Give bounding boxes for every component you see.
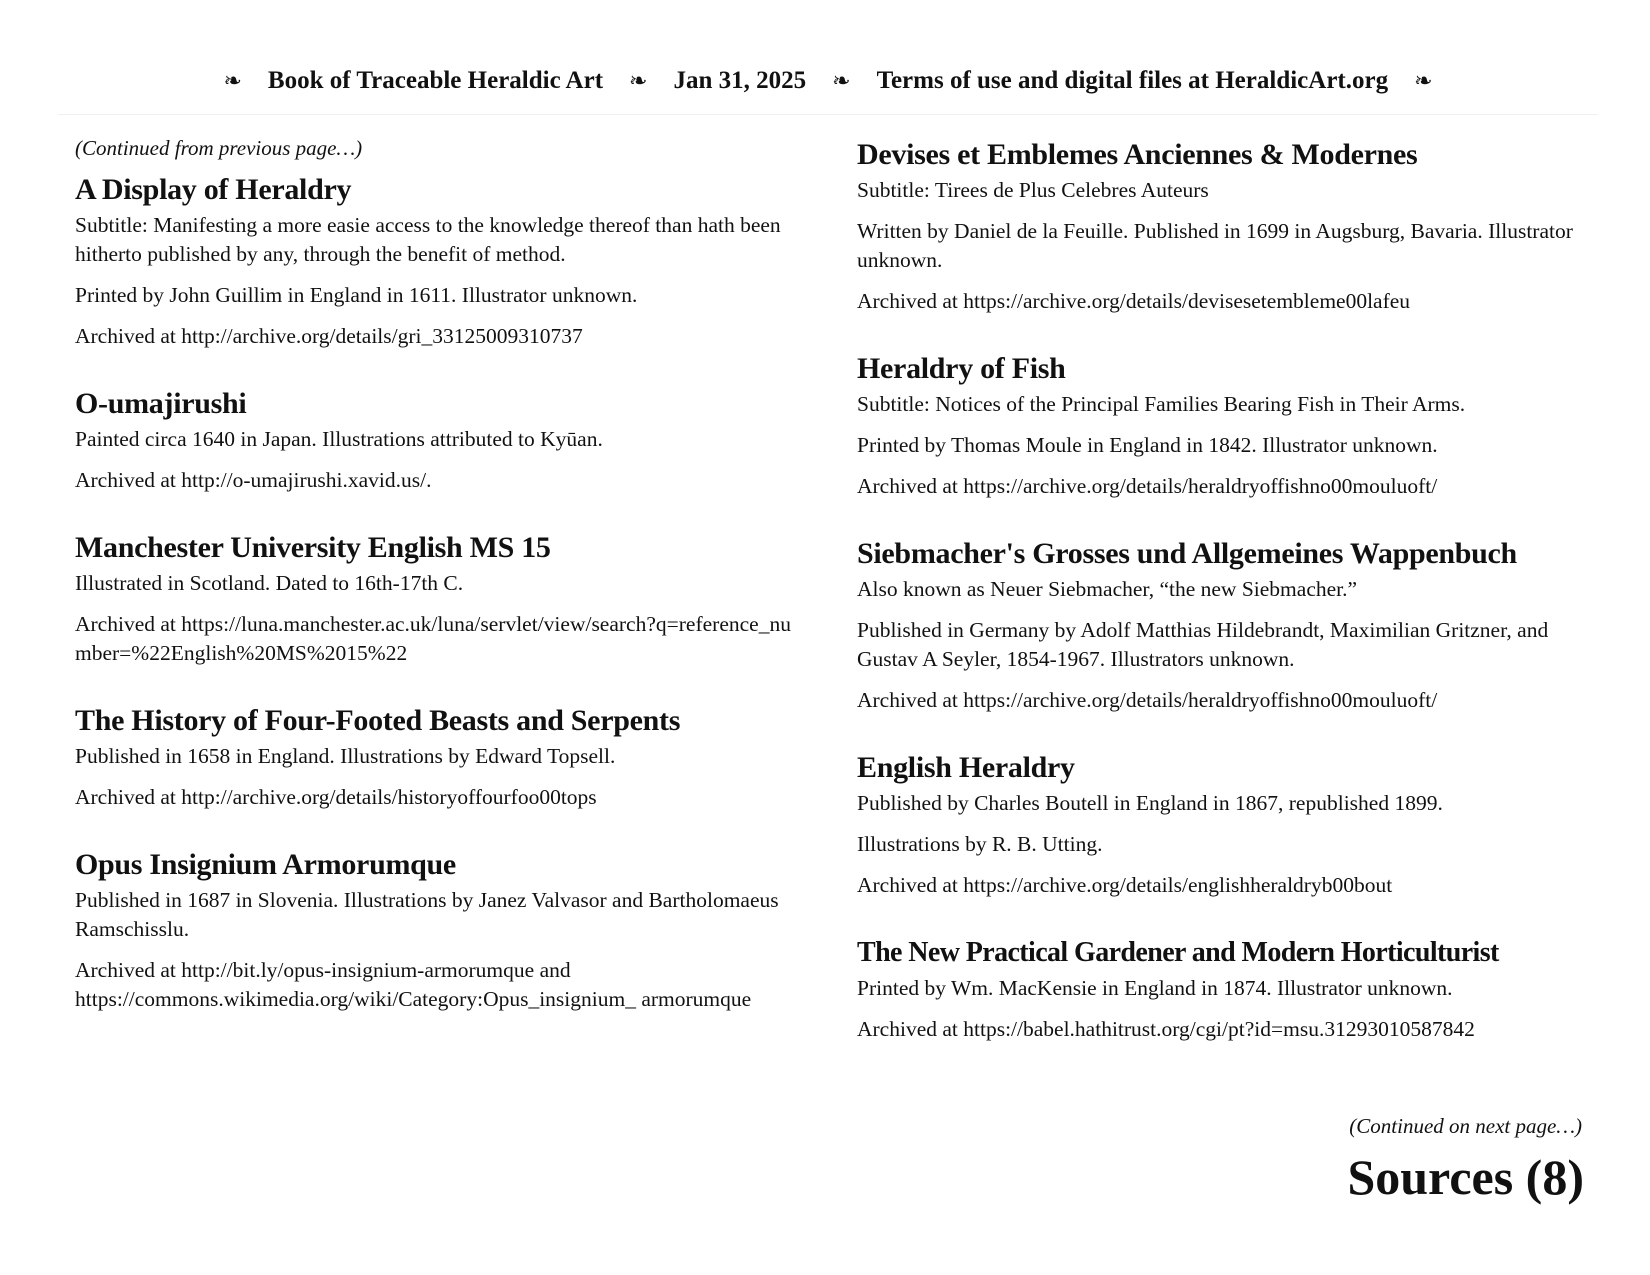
source-title: English Heraldry bbox=[857, 751, 1075, 784]
continued-from-note: (Continued from previous page…) bbox=[75, 136, 363, 160]
source-publication: Published in 1658 in England. Illustrations by Edward Topsell. bbox=[75, 744, 616, 768]
source-subtitle: Subtitle: Manifesting a more easie access to the knowledge thereof than hath been hitherto published by any, through the benefit of method. bbox=[75, 213, 781, 266]
source-entry bbox=[75, 171, 795, 351]
source-publication: Published in Germany by Adolf Matthias Hildebrandt, Maximilian Gritzner, and Gustav A Seyler, 1854-1967. Illustrators unknown. bbox=[857, 618, 1549, 671]
source-entry bbox=[857, 136, 1597, 316]
source-archive-link: Archived at http://archive.org/details/historyoffourfoo00tops bbox=[75, 785, 597, 809]
fleuron-ornament: ❧ bbox=[832, 68, 851, 93]
source-entry bbox=[857, 749, 1597, 900]
source-archive-link: Archived at https://archive.org/details/englishheraldryb00bout bbox=[857, 873, 1393, 897]
continued-on-note: (Continued on next page…) bbox=[1349, 1114, 1582, 1138]
source-publication: Illustrated in Scotland. Dated to 16th-17th C. bbox=[75, 571, 464, 595]
terms-of-use-text: Terms of use and digital files at HeraldicArt.org bbox=[876, 67, 1389, 94]
right-column bbox=[857, 130, 1597, 1078]
source-title: Manchester University English MS 15 bbox=[75, 531, 551, 564]
source-title: The History of Four-Footed Beasts and Serpents bbox=[75, 704, 681, 737]
source-archive-link: Archived at https://babel.hathitrust.org/cgi/pt?id=msu.31293010587842 bbox=[857, 1017, 1475, 1041]
source-archive-link: Archived at https://archive.org/details/devisesetembleme00lafeu bbox=[857, 289, 1411, 313]
source-publication: Published in 1687 in Slovenia. Illustrations by Janez Valvasor and Bartholomaeus Ramschisslu. bbox=[75, 888, 779, 941]
source-illustrator: Illustrations by R. B. Utting. bbox=[857, 832, 1103, 856]
source-entry bbox=[75, 385, 795, 495]
source-archive-link: Archived at https://luna.manchester.ac.uk/luna/servlet/view/search?q=reference_number=%22English%20MS%2015%22 bbox=[75, 612, 791, 665]
source-publication: Printed by Thomas Moule in England in 1842. Illustrator unknown. bbox=[857, 433, 1438, 457]
source-archive-link: Archived at http://archive.org/details/gri_33125009310737 bbox=[75, 324, 583, 348]
source-subtitle: Subtitle: Tirees de Plus Celebres Auteurs bbox=[857, 178, 1209, 202]
section-page-label: Sources (8) bbox=[1347, 1149, 1584, 1205]
source-publication: Published by Charles Boutell in England in 1867, republished 1899. bbox=[857, 791, 1443, 815]
fleuron-ornament: ❧ bbox=[1414, 68, 1433, 93]
source-archive-link: Archived at http://bit.ly/opus-insignium-armorumque and https://commons.wikimedia.org/wiki/Category:Opus_insignium_ armorumque bbox=[75, 958, 752, 1011]
header-date: Jan 31, 2025 bbox=[673, 67, 807, 94]
fleuron-ornament: ❧ bbox=[629, 68, 648, 93]
source-title: Heraldry of Fish bbox=[857, 352, 1066, 385]
source-title: The New Practical Gardener and Modern Horticulturist bbox=[857, 937, 1499, 968]
source-archive-link: Archived at http://o-umajirushi.xavid.us/. bbox=[75, 468, 432, 492]
source-subtitle: Subtitle: Notices of the Principal Families Bearing Fish in Their Arms. bbox=[857, 392, 1466, 416]
source-title: Opus Insignium Armorumque bbox=[75, 848, 456, 881]
source-entry bbox=[857, 350, 1597, 501]
fleuron-ornament: ❧ bbox=[223, 68, 242, 93]
source-archive-link: Archived at https://archive.org/details/heraldryoffishno00mouluoft/ bbox=[857, 474, 1438, 498]
source-publication: Painted circa 1640 in Japan. Illustrations attributed to Kyūan. bbox=[75, 427, 603, 451]
source-publication: Printed by John Guillim in England in 1611. Illustrator unknown. bbox=[75, 283, 638, 307]
source-title: A Display of Heraldry bbox=[75, 173, 352, 206]
source-archive-link: Archived at https://archive.org/details/heraldryoffishno00mouluoft/ bbox=[857, 688, 1438, 712]
source-title: Devises et Emblemes Anciennes & Modernes bbox=[857, 138, 1418, 171]
source-entry bbox=[75, 702, 795, 812]
source-entry bbox=[75, 529, 795, 668]
source-entry bbox=[75, 846, 795, 1014]
source-title: Siebmacher's Grosses und Allgemeines Wappenbuch bbox=[857, 537, 1517, 570]
running-header bbox=[58, 48, 1598, 115]
source-entry bbox=[857, 535, 1597, 715]
source-entry bbox=[857, 934, 1597, 1044]
left-column bbox=[75, 130, 795, 1048]
source-subtitle: Also known as Neuer Siebmacher, “the new Siebmacher.” bbox=[857, 577, 1358, 601]
book-title: Book of Traceable Heraldic Art bbox=[267, 67, 604, 94]
source-title: O-umajirushi bbox=[75, 387, 247, 420]
source-publication: Written by Daniel de la Feuille. Published in 1699 in Augsburg, Bavaria. Illustrator unknown. bbox=[857, 219, 1573, 272]
source-publication: Printed by Wm. MacKensie in England in 1874. Illustrator unknown. bbox=[857, 976, 1453, 1000]
